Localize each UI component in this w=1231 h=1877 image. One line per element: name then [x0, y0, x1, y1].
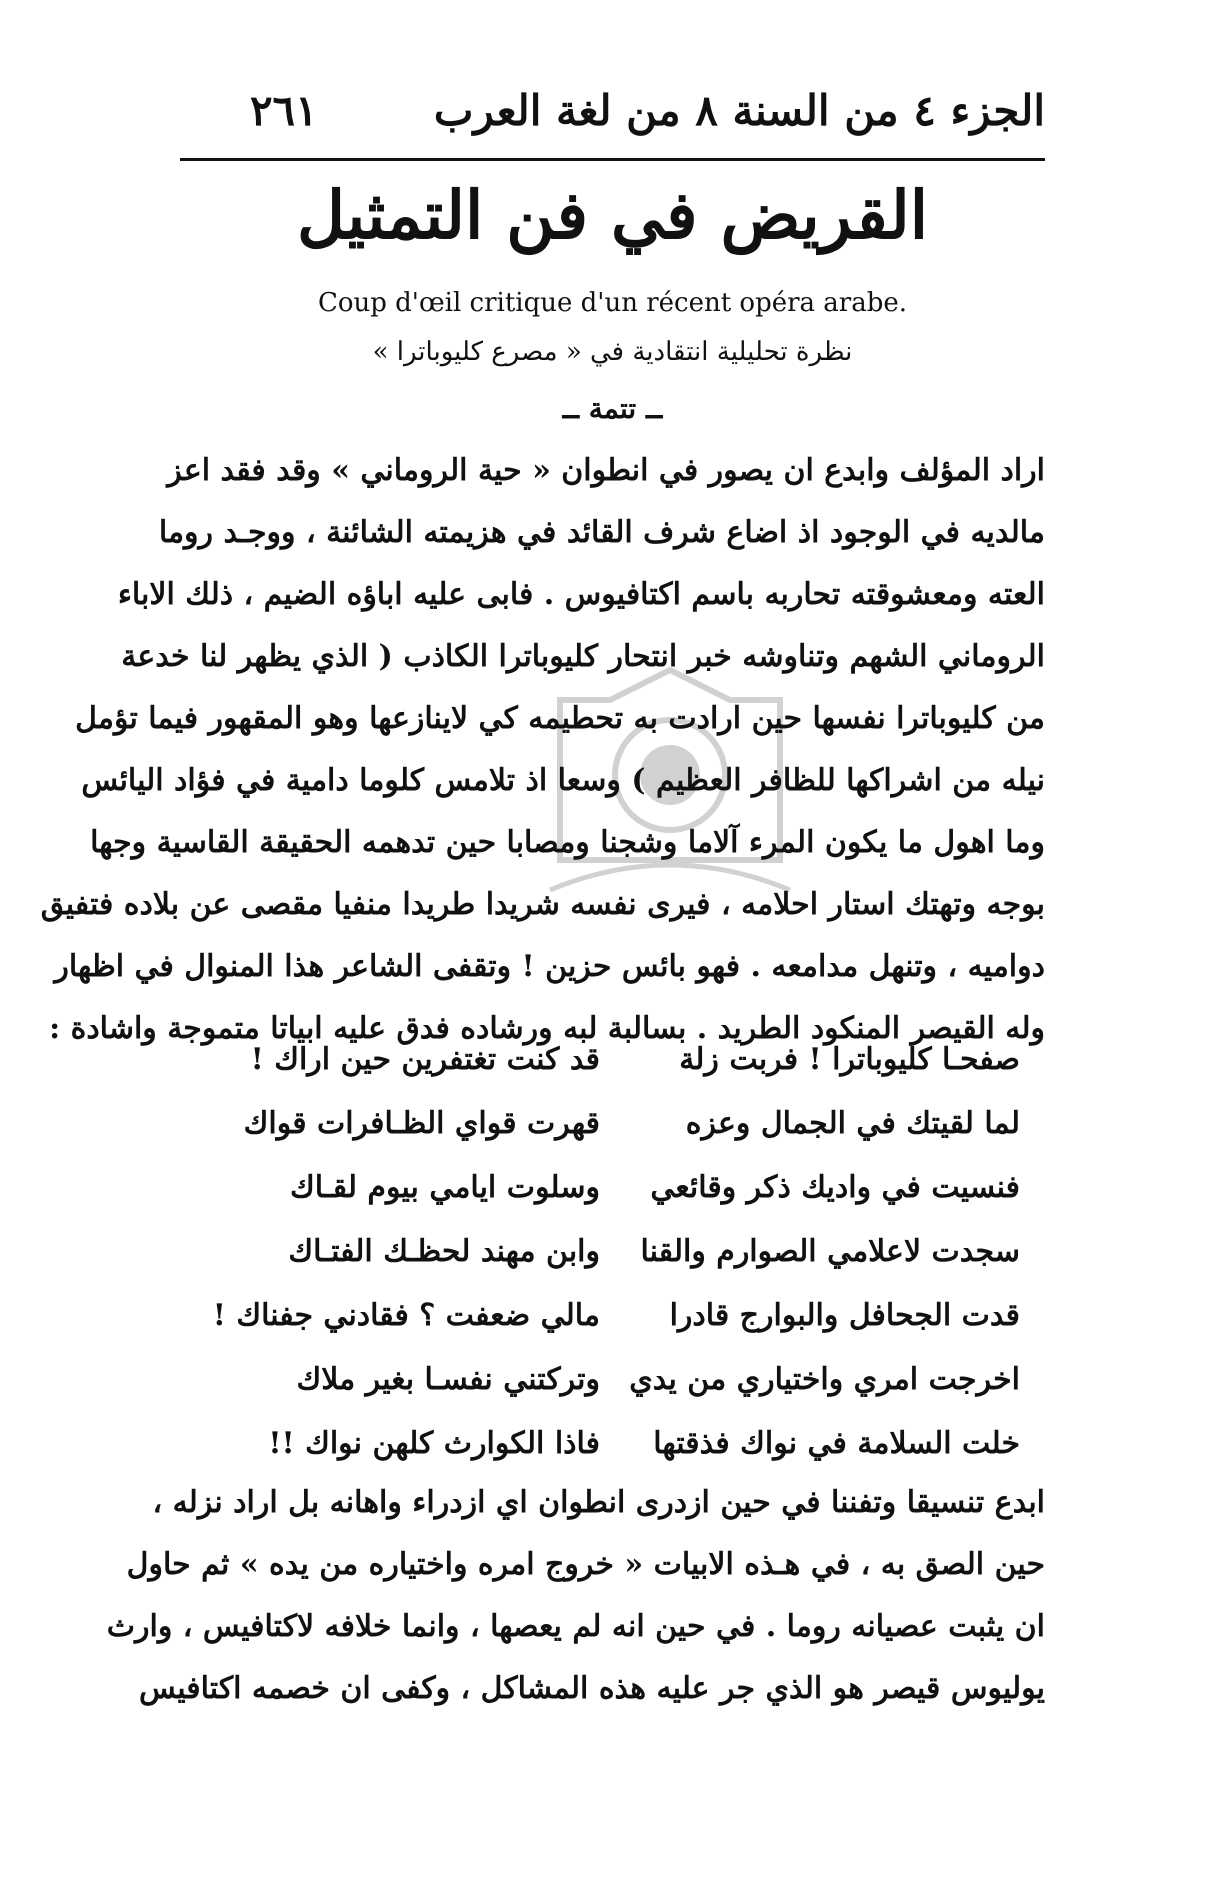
- second-hemistich: مالي ضعفت ؟ فقادني جفناك !: [212, 1298, 600, 1333]
- text-line: حين الصق به ، في هـذه الابيات « خروج امره واختياره من يده » ثم حاول: [126, 1547, 1045, 1582]
- text-line: ان يثبت عصيانه روما . في حين انه لم يعصها ، وانما خلافه لاكتافيس ، وارث: [106, 1609, 1045, 1644]
- paragraph-1: [40, 440, 1045, 1060]
- first-hemistich: سجدت لاعلامي الصوارم والقنا: [640, 1234, 1020, 1269]
- text-line: العته ومعشوقته تحاربه باسم اكتافيوس . فابى عليه اباؤه الضيم ، ذلك الاباء: [117, 577, 1045, 612]
- poem-verse: [220, 1092, 1020, 1156]
- text-line: بوجه وتهتك استار احلامه ، فيرى نفسه شريدا طريدا منفيا مقصى عن بلاده فتفيق: [40, 887, 1045, 922]
- text-line: ابدع تنسيقا وتفننا في حين ازدرى انطوان اي ازدراء واهانه بل اراد نزله ،: [152, 1485, 1045, 1520]
- first-hemistich: قدت الجحافل والبوارج قادرا: [669, 1298, 1020, 1333]
- french-subtitle: Coup d'œil critique d'un récent opéra arabe.: [317, 288, 908, 318]
- text-line: وله القيصر المنكود الطريد . بسالبة لبه ورشاده فدق عليه ابياتا متموجة واشادة :: [49, 1011, 1045, 1046]
- continued-marker: ــ تتمة ــ: [562, 392, 663, 425]
- arabic-subtitle: نظرة تحليلية انتقادية في « مصرع كليوباترا »: [372, 337, 853, 367]
- second-hemistich: وسلوت ايامي بيوم لقـاك: [290, 1170, 600, 1205]
- poem-verse: [220, 1156, 1020, 1220]
- text-line: اراد المؤلف وابدع ان يصور في انطوان « حية الروماني » وقد فقد اعز: [167, 453, 1045, 488]
- first-hemistich: صفحـا كليوباترا ! فربت زلة: [679, 1042, 1020, 1077]
- text-line: من كليوباترا نفسها حين ارادت به تحطيمه كي لاينازعها وهو المقهور فيما تؤمل: [75, 701, 1045, 736]
- first-hemistich: فنسيت في واديك ذكر وقائعي: [650, 1170, 1020, 1205]
- page-number: ٢٦١: [250, 86, 318, 135]
- poem-verse: [220, 1028, 1020, 1092]
- poem-verse: [220, 1348, 1020, 1412]
- poem-verse: [220, 1220, 1020, 1284]
- paragraph-2: [106, 1472, 1045, 1720]
- text-line: نيله من اشراكها للظافر العظيم ) وسعا اذ تلامس كلوما دامية في فؤاد اليائس: [81, 763, 1045, 798]
- poem: [212, 1028, 1020, 1476]
- first-hemistich: لما لقيتك في الجمال وعزه: [685, 1106, 1020, 1141]
- page-header: [180, 86, 1045, 144]
- header-rule: [180, 158, 1045, 161]
- poem-verse: [212, 1284, 1020, 1348]
- second-hemistich: وتركتني نفسـا بغير ملاك: [296, 1362, 600, 1397]
- second-hemistich: فاذا الكوارث كلهن نواك !!: [268, 1426, 600, 1461]
- journal-running-title: الجزء ٤ من السنة ٨ من لغة العرب: [433, 86, 1045, 135]
- second-hemistich: قهرت قواي الظـافرات قواك: [243, 1106, 600, 1141]
- text-line: يوليوس قيصر هو الذي جر عليه هذه المشاكل ، وكفى ان خصمه اكتافيس: [139, 1671, 1045, 1706]
- text-line: الروماني الشهم وتناوشه خبر انتحار كليوباترا الكاذب ( الذي يظهر لنا خدعة: [121, 639, 1045, 674]
- poem-verse: [220, 1412, 1020, 1476]
- text-line: دواميه ، وتنهل مدامعه . فهو بائس حزين ! وتقفى الشاعر هذا المنوال في اظهار: [54, 949, 1045, 984]
- article-title: القريض في فن التمثيل: [296, 176, 929, 254]
- text-line: وما اهول ما يكون المرء آلاما وشجنا ومصابا حين تدهمه الحقيقة القاسية وجها: [90, 825, 1045, 860]
- second-hemistich: قد كنت تغتفرين حين اراك !: [250, 1042, 600, 1077]
- first-hemistich: اخرجت امري واختياري من يدي: [629, 1362, 1020, 1397]
- text-line: مالديه في الوجود اذ اضاع شرف القائد في هزيمته الشائنة ، ووجـد روما: [158, 515, 1045, 550]
- first-hemistich: خلت السلامة في نواك فذقتها: [653, 1426, 1020, 1461]
- second-hemistich: وابن مهند لحظـك الفتـاك: [288, 1234, 600, 1269]
